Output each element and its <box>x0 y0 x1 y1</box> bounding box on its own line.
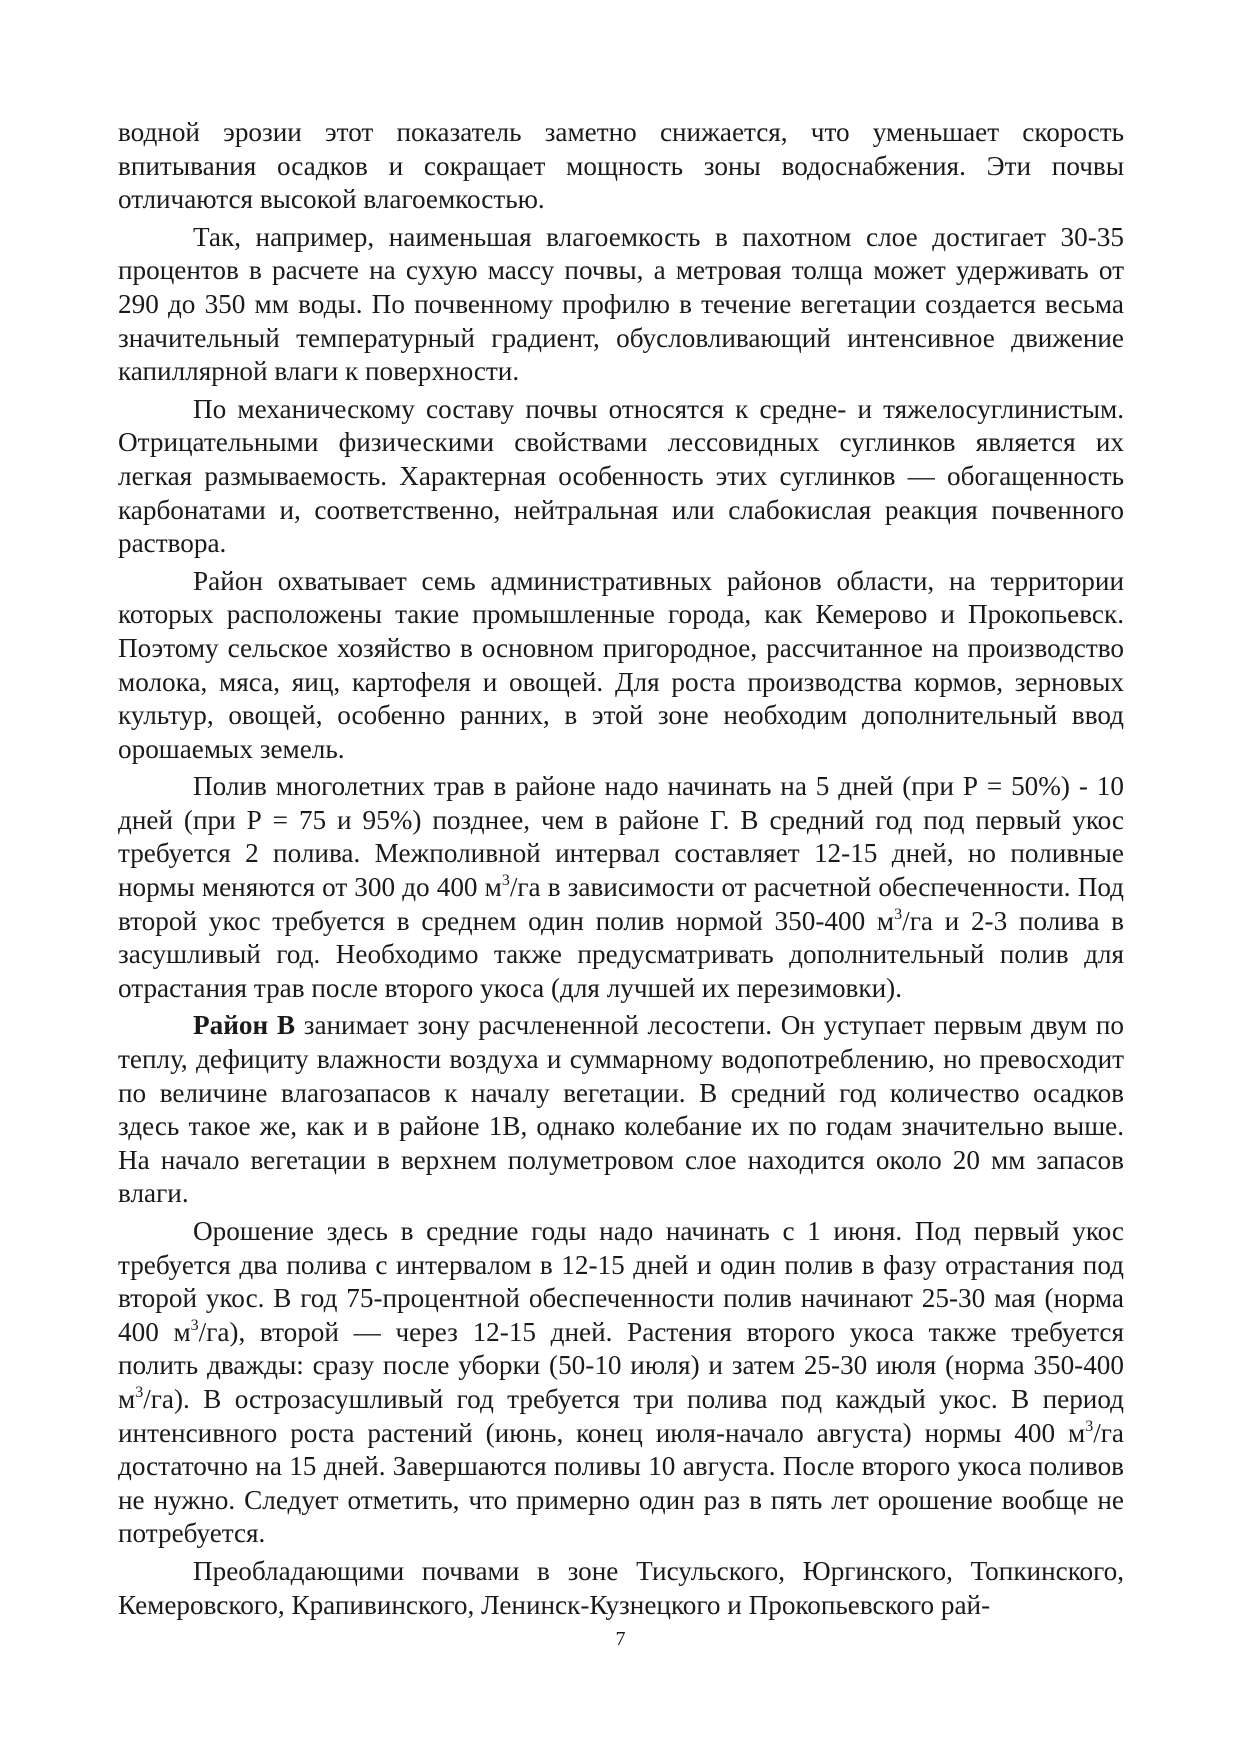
paragraph-1-text: водной эрозии этот показатель заметно снижается, что уменьшает скорость впитывания осадков и сокращает мощность зоны водоснабжения. Эти почвы отличаются высокой влагоемкостью. <box>118 117 1124 215</box>
paragraph-5-text-b: /га в зависимости от расчетной обеспеченности. Под второй укос требуется в среднем один полив нормой 350-400 м <box>118 872 1124 936</box>
paragraph-3-text: По механическому составу почвы относятся к средне- и тяжелосуглинистым. Отрицательными физическими свойствами лессовидных суглинков является их легкая размываемость. Характерная особенность этих суглинков — обогащенность карбонатами и, соответственно, нейтральная или слабокислая реакция почвенного раствора. <box>118 393 1124 559</box>
paragraph-4 <box>118 565 1124 767</box>
paragraph-7-text-c: /га). В острозасушливый год требуется три полива под каждый укос. В период интенсивного роста растений (июнь, конец июля-начало августа) нормы 400 м <box>118 1383 1124 1448</box>
paragraph-8-text: Преобладающими почвами в зоне Тисульского, Юргинского, Топкинского, Кемеровского, Крапивинского, Ленинск-Кузнецкого и Прокопьевского рай- <box>118 1555 1124 1620</box>
superscript-cubic: 3 <box>894 905 903 923</box>
paragraph-5-text-c: /га и 2-3 полива в засушливый год. Необходимо также предусматривать дополнительный полив для отрастания трав после второго укоса (для лучшей их перезимовки). <box>118 905 1124 1003</box>
paragraph-5 <box>118 770 1124 1005</box>
paragraph-7-text-d: /га достаточно на 15 дней. Завершаются поливы 10 августа. После второго укоса поливов не нужно. Следует отметить, что примерно один раз в пять лет орошение вообще не потребуется. <box>118 1417 1124 1549</box>
paragraph-2-text: Так, например, наименьшая влагоемкость в пахотном слое достигает 30-35 процентов в расчете на сухую массу почвы, а метровая толща может удерживать от 290 до 350 мм воды. По почвенному профилю в течение вегетации создается весьма значительный температурный градиент, обусловливающий интенсивное движение капиллярной влаги к поверхности. <box>118 221 1124 387</box>
superscript-cubic: 3 <box>190 1316 199 1334</box>
body-text <box>118 116 1124 1622</box>
superscript-cubic: 3 <box>135 1383 144 1401</box>
paragraph-4-text: Район охватывает семь административных районов области, на территории которых расположены такие промышленные города, как Кемерово и Прокопьевск. Поэтому сельское хозяйство в основном пригородное, рассчитанное на производство молока, мяса, яиц, картофеля и овощей. Для роста производства кормов, зерновых культур, овощей, особенно ранних, в этой зоне необходим дополнительный ввод орошаемых земель. <box>118 565 1124 764</box>
paragraph-6-lead: Район В <box>193 1010 295 1041</box>
paragraph-7 <box>118 1215 1124 1551</box>
paragraph-1 <box>118 116 1124 217</box>
paragraph-7-text-b: /га), второй — через 12-15 дней. Растения второго укоса также требуется полить дважды: сразу после уборки (50-10 июля) и затем 25-30 июля (норма 350-400 м <box>118 1316 1124 1414</box>
superscript-cubic: 3 <box>1085 1417 1094 1435</box>
paragraph-6-text: занимает зону расчлененной лесостепи. Он уступает первым двум по теплу, дефициту влажности воздуха и суммарному водопотреблению, но превосходит по величине влагозапасов к началу вегетации. В средний год количество осадков здесь такое же, как и в районе 1В, однако колебание их по годам значительно выше. На начало вегетации в верхнем полуметровом слое находится около 20 мм запасов влаги. <box>118 1010 1124 1209</box>
paragraph-3 <box>118 393 1124 561</box>
page-number: 7 <box>615 1628 626 1650</box>
superscript-cubic: 3 <box>501 872 510 890</box>
paragraph-8 <box>118 1555 1124 1622</box>
paragraph-6 <box>118 1009 1124 1211</box>
paragraph-2 <box>118 221 1124 389</box>
paragraph-7-text-a: Орошение здесь в средние годы надо начинать с 1 июня. Под первый укос требуется два полива с интервалом в 12-15 дней и один полив в фазу отрастания под второй укос. В год 75-процентной обеспеченности полив начинают 25-30 мая (норма 400 м <box>118 1216 1124 1347</box>
paragraph-5-text-a: Полив многолетних трав в районе надо начинать на 5 дней (при Р = 50%) - 10 дней (при Р = 75 и 95%) позднее, чем в районе Г. В средний год под первый укос требуется 2 полива. Межполивной интервал составляет 12-15 дней, но поливные нормы меняются от 300 до 400 м <box>118 771 1124 903</box>
